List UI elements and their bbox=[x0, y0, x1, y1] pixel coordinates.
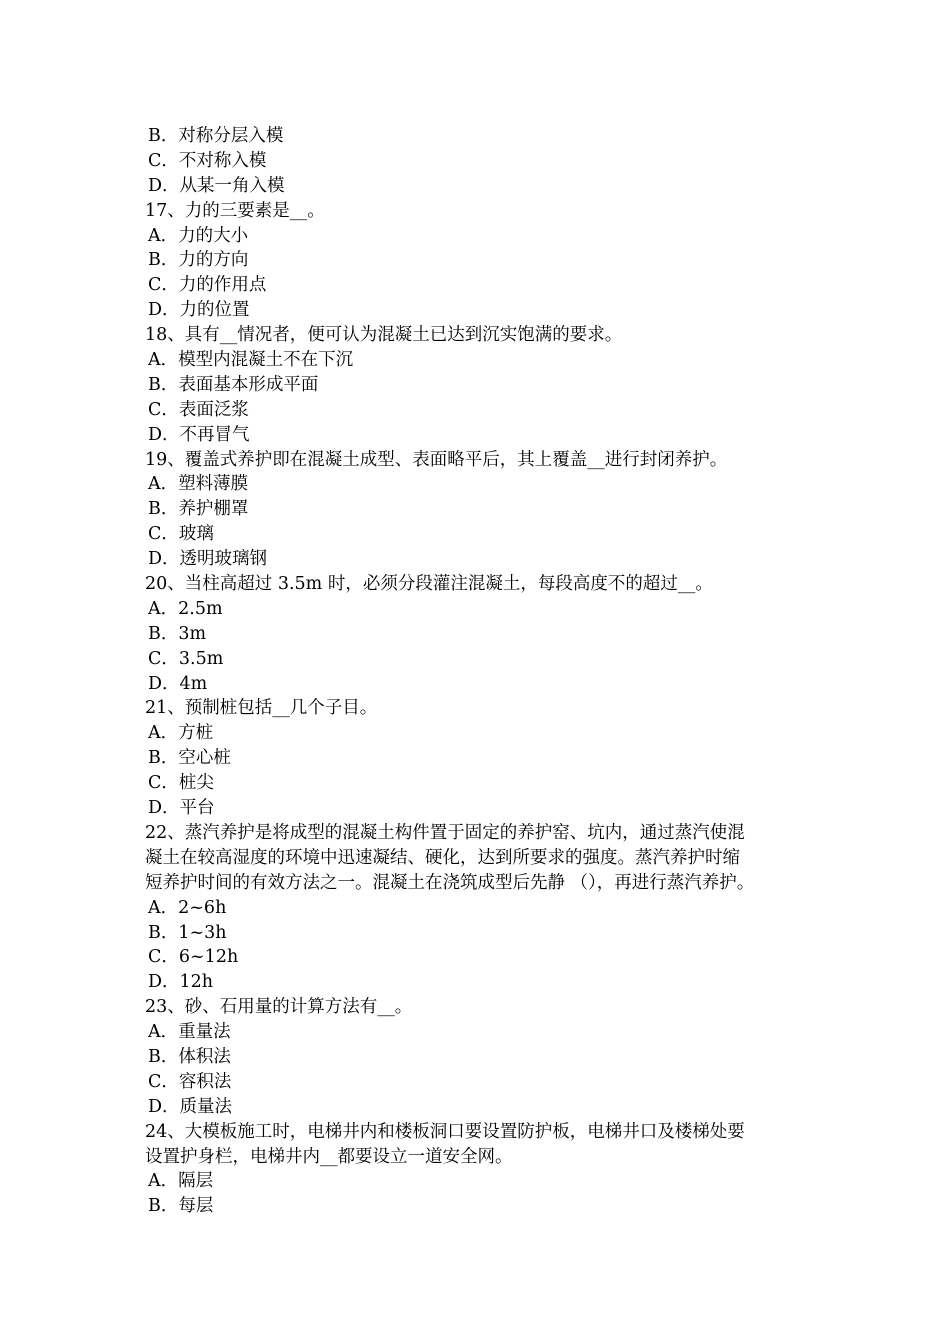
answer-option: B．对称分层入模 bbox=[148, 126, 284, 146]
answer-option: A．2~6h bbox=[148, 897, 227, 918]
answer-option: D．透明玻璃钢 bbox=[148, 549, 268, 570]
answer-option: B．每层 bbox=[148, 1196, 214, 1217]
answer-option: A．重量法 bbox=[148, 1022, 231, 1043]
question-text: 21、预制桩包括__几个子目。 bbox=[145, 698, 378, 719]
answer-option: B．1~3h bbox=[148, 922, 227, 943]
answer-option: D．质量法 bbox=[148, 1096, 233, 1117]
answer-option: C．3.5m bbox=[148, 648, 224, 669]
answer-option: C．不对称入模 bbox=[148, 150, 267, 171]
answer-option: C．6~12h bbox=[148, 947, 239, 968]
question-text: 凝土在较高湿度的环境中迅速凝结、硬化，达到所要求的强度。蒸汽养护时缩 bbox=[145, 847, 740, 868]
answer-option: B．空心桩 bbox=[148, 748, 231, 769]
answer-option: D．力的位置 bbox=[148, 300, 250, 321]
question-list bbox=[145, 124, 825, 1219]
question-text: 18、具有__情况者，便可认为混凝土已达到沉实饱满的要求。 bbox=[145, 325, 623, 346]
answer-option: C．力的作用点 bbox=[148, 275, 267, 296]
answer-option: B．力的方向 bbox=[148, 250, 249, 271]
question-text: 23、砂、石用量的计算方法有__。 bbox=[145, 997, 413, 1018]
question-text: 22、蒸汽养护是将成型的混凝土构件置于固定的养护窑、坑内，通过蒸汽使混 bbox=[145, 822, 745, 843]
answer-option: D．不再冒气 bbox=[148, 424, 250, 445]
answer-option: D．平台 bbox=[148, 798, 215, 819]
answer-option: B．3m bbox=[148, 623, 207, 644]
answer-option: B．体积法 bbox=[148, 1046, 231, 1067]
question-text: 19、覆盖式养护即在混凝土成型、表面略平后，其上覆盖__进行封闭养护。 bbox=[145, 449, 728, 470]
question-text: 17、力的三要素是__。 bbox=[145, 200, 325, 221]
question-text: 设置护身栏，电梯井内__都要设立一道安全网。 bbox=[145, 1146, 513, 1167]
answer-option: B．表面基本形成平面 bbox=[148, 374, 319, 395]
answer-option: C．容积法 bbox=[148, 1071, 232, 1092]
answer-option: B．养护棚罩 bbox=[148, 499, 249, 520]
question-text: 20、当柱高超过 3.5m 时，必须分段灌注混凝土，每段高度不的超过__。 bbox=[145, 574, 713, 595]
question-text: 短养护时间的有效方法之一。混凝土在浇筑成型后先静 （），再进行蒸汽养护。 bbox=[145, 872, 755, 893]
answer-option: C．表面泛浆 bbox=[148, 399, 249, 420]
answer-option: D．12h bbox=[148, 972, 214, 993]
answer-option: A．力的大小 bbox=[148, 225, 249, 246]
answer-option: C．桩尖 bbox=[148, 773, 214, 794]
answer-option: A．方桩 bbox=[148, 723, 214, 744]
answer-option: C．玻璃 bbox=[148, 524, 214, 545]
answer-option: A．2.5m bbox=[148, 598, 223, 619]
answer-option: A．隔层 bbox=[148, 1171, 214, 1192]
question-text: 24、大模板施工时，电梯井内和楼板洞口要设置防护板，电梯井口及楼梯处要 bbox=[145, 1121, 745, 1142]
answer-option: A．模型内混凝土不在下沉 bbox=[148, 350, 354, 371]
answer-option: A．塑料薄膜 bbox=[148, 474, 249, 495]
answer-option: D．从某一角入模 bbox=[148, 175, 285, 196]
answer-option: D．4m bbox=[148, 673, 208, 694]
